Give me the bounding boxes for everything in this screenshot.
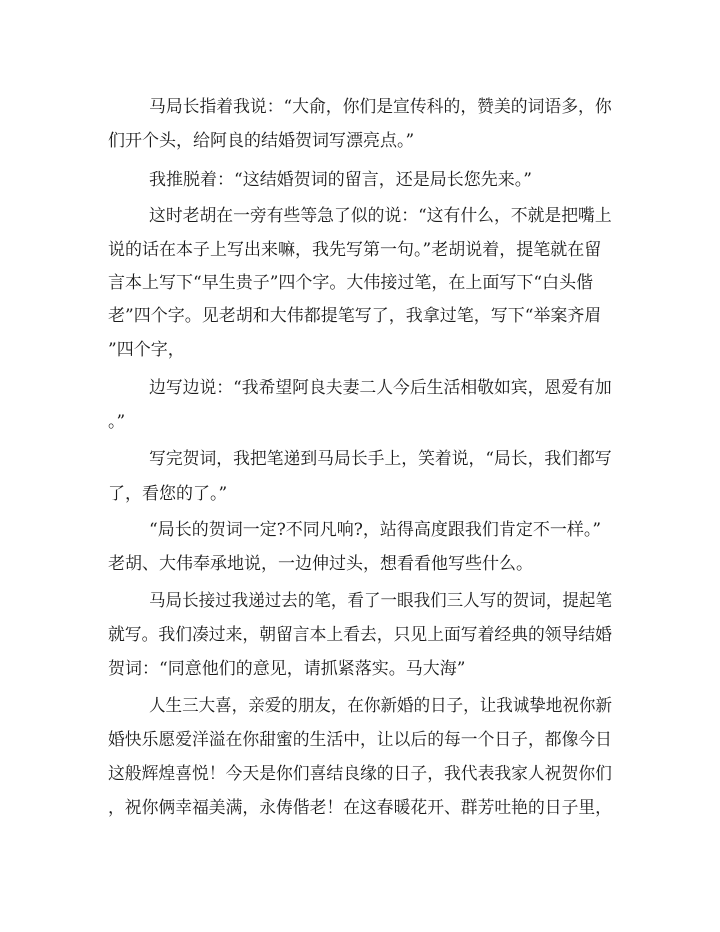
text-line: 马局长指着我说：“大俞，你们是宣传科的，赞美的词语多，你	[149, 97, 612, 117]
text-line: 马局长接过我递过去的笔，看了一眼我们三人写的贺词，提起笔	[149, 591, 613, 611]
text-line: 了，看您的了。”	[108, 484, 228, 504]
text-line: 这般辉煌喜悦！今天是你们喜结良缘的日子，我代表我家人祝贺你们	[108, 764, 612, 784]
text-line: 说的话在本子上写出来嘛，我先写第一句。”老胡说着，提笔就在留	[108, 240, 602, 260]
text-line: “局长的贺词一定?不同凡响?，站得高度跟我们肯定不一样。”	[149, 520, 602, 540]
text-line: ，祝你俩幸福美满，永俦偕老！在这春暖花开、群芳吐艳的日子里，	[108, 798, 612, 818]
text-line: 老胡、大伟奉承地说，一边伸过头，想看看他写些什么。	[108, 554, 533, 574]
text-line: 们开个头，给阿良的结婚贺词写漂亮点。”	[108, 131, 415, 151]
text-line: 就写。我们凑过来，朝留言本上看去，只见上面写着经典的领导结婚	[108, 625, 612, 645]
text-line: 婚快乐愿爱洋溢在你甜蜜的生活中，让以后的每一个日子，都像今日	[108, 730, 612, 750]
text-line: 我推脱着：“这结婚贺词的留言，还是局长您先来。”	[149, 170, 532, 190]
text-line: 老”四个字。见老胡和大伟都提笔写了，我拿过笔，写下“举案齐眉	[108, 306, 602, 326]
text-line: 这时老胡在一旁有些等急了似的说：“这有什么，不就是把嘴上	[149, 206, 612, 226]
text-line: ”四个字，	[108, 340, 185, 360]
text-line: 言本上写下“早生贵子”四个字。大伟接过笔，在上面写下“白头偕	[108, 273, 594, 293]
text-line: 写完贺词，我把笔递到马局长手上，笑着说，“局长，我们都写	[149, 449, 612, 469]
text-line: 。”	[108, 412, 126, 432]
text-line: 贺词：“同意他们的意见，请抓紧落实。马大海”	[108, 659, 466, 679]
text-line: 边写边说：“我希望阿良夫妻二人今后生活相敬如宾，恩爱有加	[149, 378, 612, 398]
text-line: 人生三大喜，亲爱的朋友，在你新婚的日子，让我诚挚地祝你新	[149, 696, 613, 716]
